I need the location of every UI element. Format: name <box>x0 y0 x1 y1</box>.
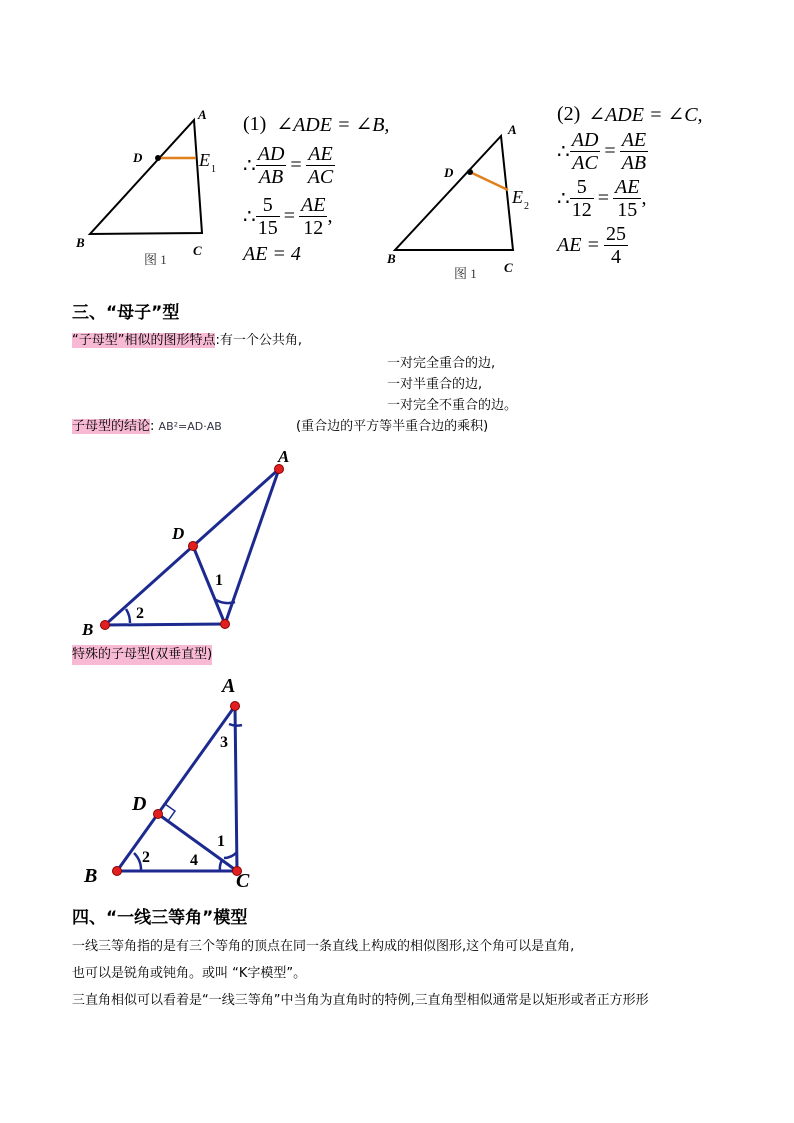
conclusion-line <box>72 417 222 437</box>
feature-label: “子母型”相似的图形特点 <box>72 333 216 348</box>
case2-eq1-left: $\frac{AD}{AC}$ <box>571 129 599 174</box>
d2-label-b: B <box>84 865 98 887</box>
case2-result-lhs: AE = <box>557 234 600 256</box>
conclusion-formula: AB²=AD·AB <box>158 420 222 433</box>
case1-condition: ∠ADE = ∠B, <box>276 114 390 136</box>
case2-label: (2) <box>557 103 581 125</box>
section3-title: 三、“母子”型 <box>72 303 180 323</box>
fig2-label-e: E <box>512 187 523 207</box>
section4-paragraph-3: 三直角相似可以看着是“一线三等角”中当角为直角时的特例,三直角型相似通常是以矩形或者正方形形 <box>72 993 649 1008</box>
feature-line-1: 一对完全重合的边, <box>387 356 496 371</box>
section4-title: 四、“一线三等角”模型 <box>72 908 248 928</box>
d1-label-b: B <box>82 620 94 635</box>
case1-eq1-right: $\frac{AE}{AC}$ <box>307 143 334 188</box>
fig2-label-a: A <box>508 122 517 137</box>
mother-child-diagram <box>72 440 312 635</box>
fig1-label-e-sub: 1 <box>211 164 216 175</box>
d2-angle-1: 1 <box>217 833 225 850</box>
d1-label-d: D <box>172 524 185 543</box>
fig1-caption: 图 1 <box>144 252 167 267</box>
d2-angle-4: 4 <box>190 852 198 869</box>
conclusion-colon: : <box>150 419 155 434</box>
fig2-label-e-sub: 2 <box>524 201 529 212</box>
d2-label-a: A <box>222 675 236 697</box>
case1-therefore-1: ∴ <box>243 155 256 177</box>
case1-label: (1) <box>243 113 267 135</box>
case2-result-fraction: $\frac{25}{4}$ <box>605 223 626 268</box>
case1-therefore-2: ∴ <box>243 206 256 228</box>
conclusion-note: (重合边的平方等半重合边的乘积) <box>296 419 489 434</box>
fig1-label-d: D <box>133 150 143 165</box>
case1-eq1-left: $\frac{AD}{AB}$ <box>257 143 285 188</box>
special-label: 特殊的子母型(双垂直型) <box>72 645 212 665</box>
case2-therefore-2: ∴ <box>557 188 570 210</box>
d2-angle-2: 2 <box>142 849 150 866</box>
case1-eq2-left: $\frac{5}{15}$ <box>257 194 278 239</box>
fig1-label-b: B <box>76 235 85 250</box>
fig2-label-c: C <box>504 260 513 275</box>
case2-eq2-right: $\frac{AE}{15}$ <box>615 176 640 221</box>
feature-line-3: 一对完全不重合的边。 <box>387 398 518 413</box>
case1-block: (1) ∠ADE = ∠B, ∴ $\frac{AD}{AB}$ = $\frac{AE}{AC}$ ∴ $\frac{5}{15}$ = $\frac{AE}{12}$ , AE = 4 <box>243 113 390 265</box>
d1-angle-2: 2 <box>136 605 144 622</box>
case1-eq2-comma: , <box>327 205 333 227</box>
figure-2-triangle <box>380 115 540 285</box>
case1-eq2-right: $\frac{AE}{12}$ <box>301 194 326 239</box>
case2-therefore-1: ∴ <box>557 141 570 163</box>
case1-result: AE = 4 <box>243 243 301 265</box>
feature-line <box>72 331 302 351</box>
conclusion-label: 子母型的结论 <box>72 419 151 434</box>
feature-line-2: 一对半重合的边, <box>387 377 483 392</box>
double-perpendicular-diagram <box>72 672 272 887</box>
fig2-label-d: D <box>444 165 454 180</box>
d1-label-a: A <box>278 447 290 466</box>
case2-condition: ∠ADE = ∠C, <box>588 104 703 126</box>
section4-paragraph-1: 一线三等角指的是有三个等角的顶点在同一条直线上构成的相似图形,这个角可以是直角, <box>72 939 575 954</box>
fig1-label-c: C <box>193 243 202 258</box>
fig1-label-e: E <box>199 150 210 170</box>
d2-label-d: D <box>132 793 147 815</box>
figure-1-triangle <box>70 105 230 270</box>
case2-eq2-comma: , <box>641 187 647 209</box>
d2-angle-3: 3 <box>220 734 228 751</box>
case2-eq1-right: $\frac{AE}{AB}$ <box>621 129 647 174</box>
feature-text: :有一个公共角, <box>215 333 302 348</box>
case2-block: (2) ∠ADE = ∠C, ∴ $\frac{AD}{AC}$ = $\frac{AE}{AB}$ ∴ $\frac{5}{12}$ = $\frac{AE}{15}$ , AE = $\frac{25}{4}$ <box>557 103 703 268</box>
fig2-caption: 图 1 <box>454 266 477 281</box>
d1-angle-1: 1 <box>215 572 223 589</box>
case2-eq2-left: $\frac{5}{12}$ <box>571 176 592 221</box>
fig1-label-a: A <box>198 107 207 122</box>
fig2-label-b: B <box>387 251 396 266</box>
section4-paragraph-2: 也可以是锐角或钝角。或叫 “K字模型”。 <box>72 966 307 981</box>
d2-label-c: C <box>236 870 250 887</box>
